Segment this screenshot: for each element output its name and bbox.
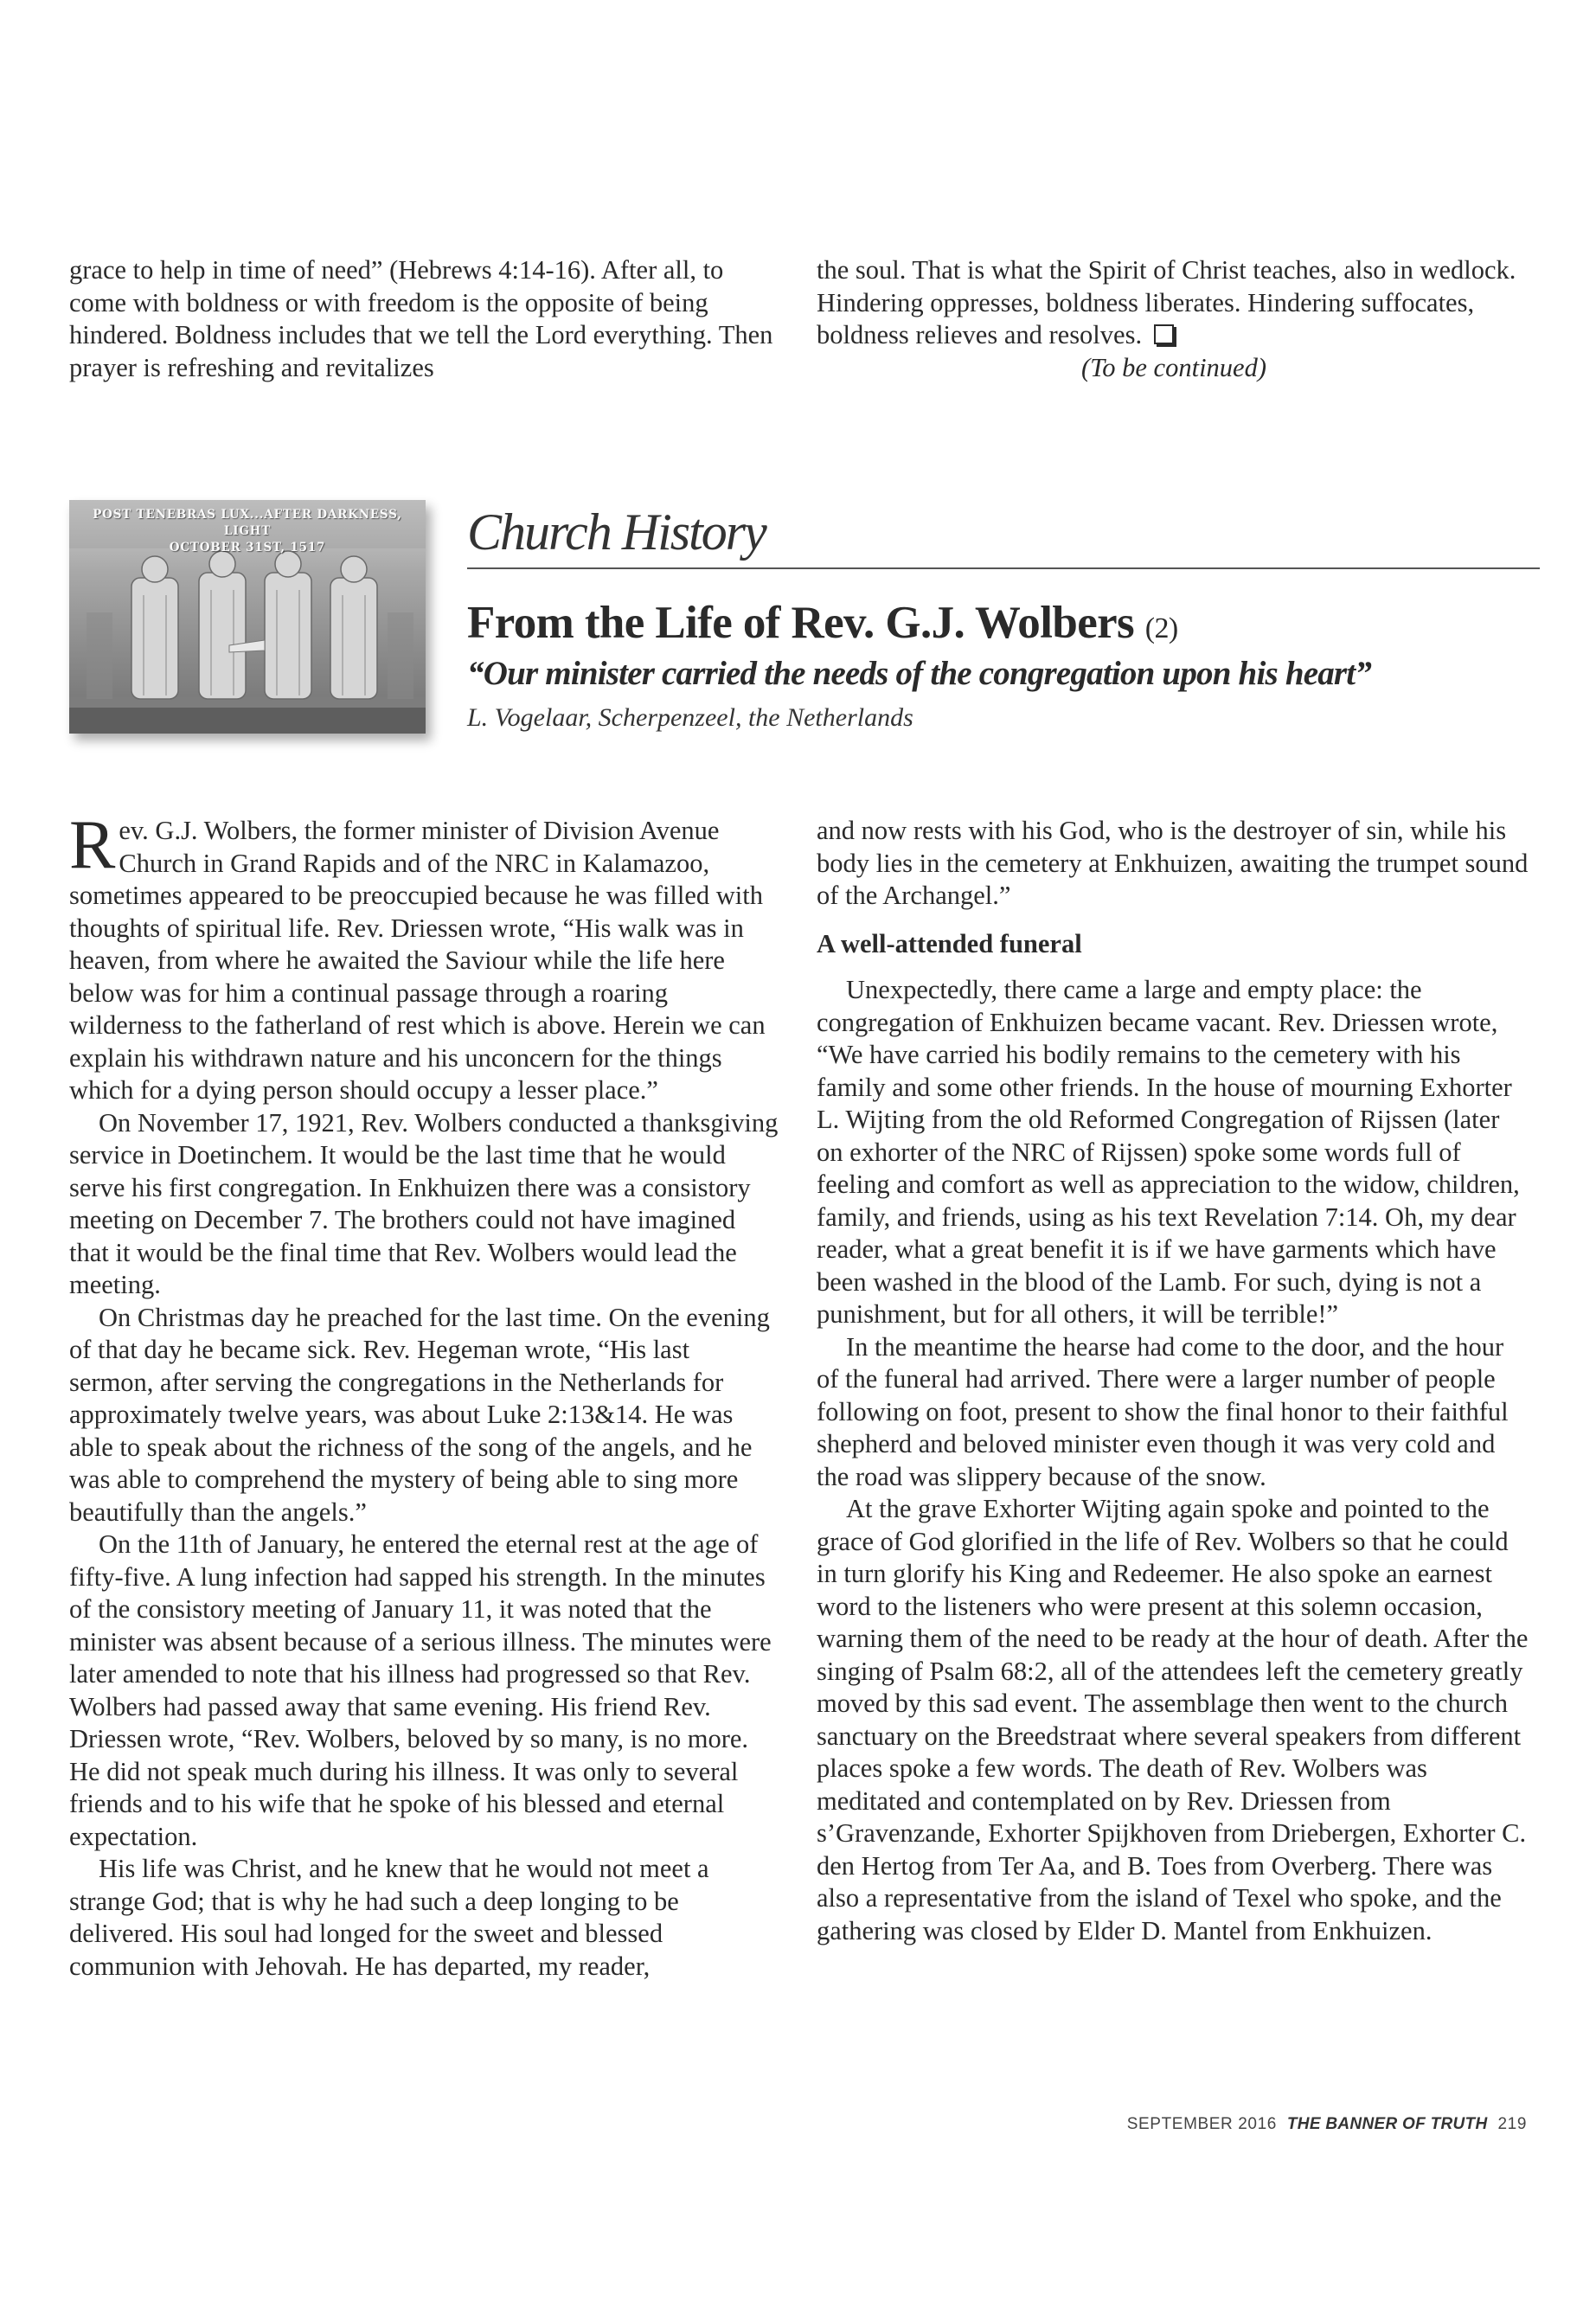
paragraph: On Christmas day he preached for the last time. On the evening of that day he became sick. Rev. Hegeman wrote, “His last sermon, after serving the congregations in the Netherlands for approximately twelve years, was about Luke 2:13&14. He was able to speak about the richness of the song of the angels, and he was able to comprehend the mystery of being able to sing more beautifully than the angels.” bbox=[69, 1302, 770, 1527]
article-column-left bbox=[69, 807, 780, 1983]
section-divider bbox=[467, 567, 1540, 569]
paragraph bbox=[69, 807, 780, 1107]
article-title-text: From the Life of Rev. G.J. Wolbers bbox=[467, 598, 1135, 648]
drop-cap: R bbox=[69, 807, 116, 883]
continued-text-left bbox=[69, 254, 779, 384]
paragraph: grace to help in time of need” (Hebrews 4:14-16). After all, to come with boldness or with freedom is the opposite of being hindered. Boldness includes that we tell the Lord everything. Then prayer is refreshing and revitalizes bbox=[69, 255, 773, 382]
paragraph: On November 17, 1921, Rev. Wolbers conducted a thanksgiving service in Doetinchem. It would be the last time that he would serve his first congregation. In Enkhuizen there was a consistory meeting on December 7. The brothers could not have imagined that it would be the final time that Rev. Wolbers would lead the meeting. bbox=[69, 1107, 779, 1299]
caption-line: OCTOBER 31ST, 1517 bbox=[169, 541, 326, 554]
issue-date: SEPTEMBER 2016 bbox=[1126, 2115, 1277, 2133]
article-part: (2) bbox=[1144, 612, 1178, 644]
paragraph: His life was Christ, and he knew that he would not meet a strange God; that is why he had such a deep longing to be delivered. His soul had longed for the sweet and blessed communion with Jehovah. He has departed, my reader, bbox=[69, 1854, 709, 1981]
reformation-wall-image bbox=[69, 500, 426, 734]
magazine-name: THE BANNER OF TRUTH bbox=[1286, 2115, 1488, 2133]
paragraph-text: ev. G.J. Wolbers, the former minister of Division Avenue Church in Grand Rapids and of the NRC in Kalamazoo, sometimes appeared to be preoccupied because he was filled with thoughts of spiritual life. Rev. Driessen wrote, “His walk was in heaven, from where he awaited the Saviour while the life here below was for him a continual passage through a roaring wilderness to the fatherland of rest which is above. Herein we can explain his withdrawn nature and his unconcern for the things which for a dying person should occupy a lesser place.” bbox=[69, 816, 766, 1105]
to-be-continued: (To be continued) bbox=[1080, 352, 1266, 382]
caption-line: POST TENEBRAS LUX...AFTER DARKNESS, LIGHT bbox=[93, 508, 402, 538]
section-title-text: Church History bbox=[467, 503, 769, 561]
article-column-right bbox=[817, 815, 1531, 1947]
paragraph: On the 11th of January, he entered the eternal rest at the age of fifty-five. A lung infection had sapped his strength. In the minutes of the consistory meeting of January 11, it was noted that the minister was absent because of a serious illness. The minutes were later amended to note that his illness had progressed so that Rev. Wolbers had passed away that same evening. His friend Rev. Driessen wrote, “Rev. Wolbers, beloved by so many, is no more. He did not speak much during his illness. It was only to several friends and to his wife that he spoke of his blessed and eternal expectation. bbox=[69, 1529, 772, 1851]
article-subtitle: “Our minister carried the needs of the congregation upon his heart” bbox=[467, 655, 1372, 692]
article-byline: L. Vogelaar, Scherpenzeel, the Netherlands bbox=[467, 703, 913, 732]
image-caption bbox=[69, 507, 426, 556]
paragraph-text: the soul. That is what the Spirit of Christ teaches, also in wedlock. Hindering oppresses, boldness liberates. Hindering suffocates, boldness relieves and resolves. bbox=[817, 255, 1516, 349]
section-title bbox=[467, 502, 1540, 571]
continued-text-right bbox=[817, 254, 1528, 384]
paragraph: At the grave Exhorter Wijting again spoke and pointed to the grace of God glorified in the life of Rev. Wolbers so that he could in turn glorify his King and Redeemer. He also spoke an earnest word to the listeners who were present at this solemn occasion, warning them of the need to be ready at the hour of death. After the singing of Psalm 68:2, all of the attendees left the cemetery greatly moved by this sad event. The assemblage then went to the church sanctuary on the Breedstraat where several speakers from different places spoke a few words. The death of Rev. Wolbers was meditated and contemplated on by Rev. Driessen from s’Gravenzande, Exhorter Spijkhoven from Driebergen, Exhorter C. den Hertog from Ter Aa, and B. Toes from Overberg. There was also a representative from the island of Texel who spoke, and the gathering was closed by Elder D. Mantel from Enkhuizen. bbox=[817, 1494, 1529, 1945]
paragraph: and now rests with his God, who is the destroyer of sin, while his body lies in the cemetery at Enkhuizen, awaiting the trumpet sound of the Archangel.” bbox=[817, 816, 1529, 910]
page-number: 219 bbox=[1497, 2115, 1527, 2133]
end-mark-icon bbox=[1154, 324, 1174, 344]
subheading: A well-attended funeral bbox=[817, 928, 1082, 958]
paragraph: Unexpectedly, there came a large and empty place: the congregation of Enkhuizen became vacant. Rev. Driessen wrote, “We have carried his bodily remains to the cemetery with his family and some other friends. In the house of mourning Exhorter L. Wijting from the old Reformed Congregation of Rijssen (later on exhorter of the NRC of Rijssen) spoke some words full of feeling and comfort as well as appreciation to the widow, children, family, and friends, using as his text Revelation 7:14. Oh, my dear reader, what a great benefit it is if we have garments which have been washed in the blood of the Lamb. For such, dying is not a punishment, but for all others, it will be terrible!” bbox=[817, 975, 1520, 1329]
paragraph: In the meantime the hearse had come to the door, and the hour of the funeral had arrived. There were a larger number of people following on foot, present to show the final honor to their faithful shepherd and beloved minister even though it was very cold and the road was slippery because of the snow. bbox=[817, 1331, 1509, 1491]
page-footer bbox=[1127, 2115, 1527, 2134]
paragraph bbox=[817, 254, 1528, 352]
article-title bbox=[467, 597, 1178, 655]
